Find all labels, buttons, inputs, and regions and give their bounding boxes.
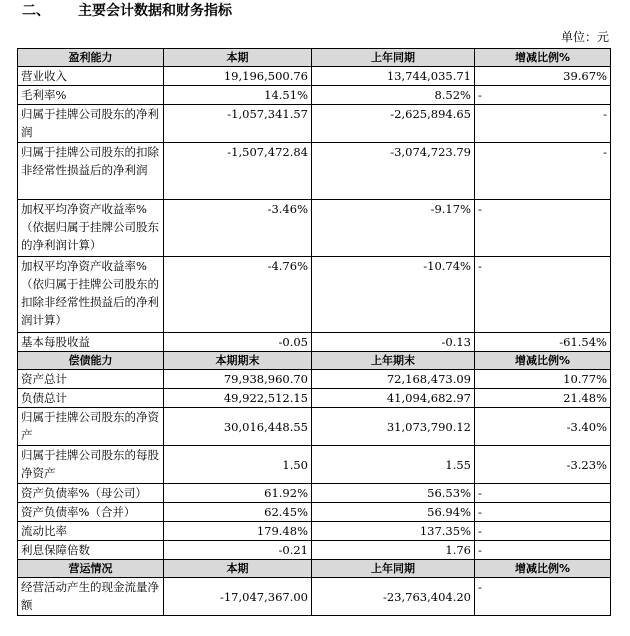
row-change: - (475, 257, 611, 333)
row-current: 30,016,448.55 (164, 408, 312, 446)
operations-header-prior: 上年同期 (312, 560, 475, 578)
row-prior: -23,763,404.20 (312, 578, 475, 616)
solvency-header-change: 增减比例% (475, 352, 611, 370)
row-label: 资产负债率%（母公司） (18, 484, 164, 503)
row-label: 归属于挂牌公司股东的每股净资产 (18, 446, 164, 484)
row-change: -61.54% (475, 333, 611, 352)
row-prior: -9.17% (312, 200, 475, 257)
row-prior: -3,074,723.79 (312, 143, 475, 200)
row-current: 49,922,512.15 (164, 389, 312, 408)
profitability-header-row (18, 49, 611, 67)
section-heading (22, 1, 232, 21)
row-prior: -0.13 (312, 333, 475, 352)
financial-indicators-table (17, 48, 611, 616)
table-row-total-assets (18, 370, 611, 389)
table-row-debt-ratio-parent (18, 484, 611, 503)
row-prior: 8.52% (312, 86, 475, 105)
row-prior: 56.53% (312, 484, 475, 503)
row-label: 归属于挂牌公司股东的净资产 (18, 408, 164, 446)
table-row-net-assets (18, 408, 611, 446)
table-row-weighted-roe (18, 200, 611, 257)
row-change: 10.77% (475, 370, 611, 389)
row-label: 归属于挂牌公司股东的扣除非经常性损益后的净利润 (18, 143, 164, 200)
operations-header-current: 本期 (164, 560, 312, 578)
row-label: 资产总计 (18, 370, 164, 389)
table-row-adjusted-net-profit (18, 143, 611, 200)
table-row-revenue (18, 67, 611, 86)
row-current: -3.46% (164, 200, 312, 257)
table-row-net-profit (18, 105, 611, 143)
profitability-header-change: 增减比例% (475, 49, 611, 67)
row-change: - (475, 541, 611, 560)
table-row-debt-ratio-consolidated (18, 503, 611, 522)
row-change: - (475, 578, 611, 616)
table-row-total-liabilities (18, 389, 611, 408)
section-title: 主要会计数据和财务指标 (78, 3, 232, 19)
operations-header-change: 增减比例% (475, 560, 611, 578)
row-prior: 1.76 (312, 541, 475, 560)
row-current: 79,938,960.70 (164, 370, 312, 389)
row-current: -1,507,472.84 (164, 143, 312, 200)
solvency-header-category: 偿债能力 (18, 352, 164, 370)
row-current: 19,196,500.76 (164, 67, 312, 86)
profitability-header-category: 盈利能力 (18, 49, 164, 67)
row-label: 流动比率 (18, 522, 164, 541)
row-current: 1.50 (164, 446, 312, 484)
solvency-header-prior: 上年期末 (312, 352, 475, 370)
row-prior: 13,744,035.71 (312, 67, 475, 86)
row-current: -1,057,341.57 (164, 105, 312, 143)
row-change: - (475, 503, 611, 522)
row-change: 21.48% (475, 389, 611, 408)
row-prior: 56.94% (312, 503, 475, 522)
row-label: 加权平均净资产收益率%（依归属于挂牌公司股东的扣除非经常性损益后的净利润计算） (18, 257, 164, 333)
row-label: 利息保障倍数 (18, 541, 164, 560)
row-prior: 1.55 (312, 446, 475, 484)
row-label: 加权平均净资产收益率%（依据归属于挂牌公司股东的净利润计算） (18, 200, 164, 257)
row-current: 62.45% (164, 503, 312, 522)
table-row-interest-coverage (18, 541, 611, 560)
operations-header-category: 营运情况 (18, 560, 164, 578)
row-change: - (475, 86, 611, 105)
profitability-header-prior: 上年同期 (312, 49, 475, 67)
operations-header-row (18, 560, 611, 578)
row-prior: 72,168,473.09 (312, 370, 475, 389)
row-prior: 41,094,682.97 (312, 389, 475, 408)
row-change: - (475, 484, 611, 503)
row-current: 179.48% (164, 522, 312, 541)
table-row-gross-margin (18, 86, 611, 105)
row-change: -3.40% (475, 408, 611, 446)
row-current: -17,047,367.00 (164, 578, 312, 616)
table-row-current-ratio (18, 522, 611, 541)
row-prior: -10.74% (312, 257, 475, 333)
row-change: - (475, 200, 611, 257)
row-change: 39.67% (475, 67, 611, 86)
row-current: -0.05 (164, 333, 312, 352)
row-label: 经营活动产生的现金流量净额 (18, 578, 164, 616)
section-number: 二、 (22, 3, 50, 19)
unit-note: 单位：元 (560, 30, 609, 44)
row-prior: 31,073,790.12 (312, 408, 475, 446)
row-change: - (475, 522, 611, 541)
row-label: 毛利率% (18, 86, 164, 105)
row-prior: 137.35% (312, 522, 475, 541)
row-label: 归属于挂牌公司股东的净利润 (18, 105, 164, 143)
row-label: 负债总计 (18, 389, 164, 408)
solvency-header-row (18, 352, 611, 370)
row-change: - (475, 143, 611, 200)
solvency-header-current: 本期期末 (164, 352, 312, 370)
row-label: 营业收入 (18, 67, 164, 86)
table-row-operating-cash-flow (18, 578, 611, 616)
row-current: -0.21 (164, 541, 312, 560)
row-current: 61.92% (164, 484, 312, 503)
row-prior: -2,625,894.65 (312, 105, 475, 143)
row-current: 14.51% (164, 86, 312, 105)
table-row-eps (18, 333, 611, 352)
row-change: -3.23% (475, 446, 611, 484)
row-label: 资产负债率%（合并） (18, 503, 164, 522)
table-row-weighted-roe-adjusted (18, 257, 611, 333)
row-label: 基本每股收益 (18, 333, 164, 352)
profitability-header-current: 本期 (164, 49, 312, 67)
row-change: - (475, 105, 611, 143)
table-row-net-assets-per-share (18, 446, 611, 484)
row-current: -4.76% (164, 257, 312, 333)
